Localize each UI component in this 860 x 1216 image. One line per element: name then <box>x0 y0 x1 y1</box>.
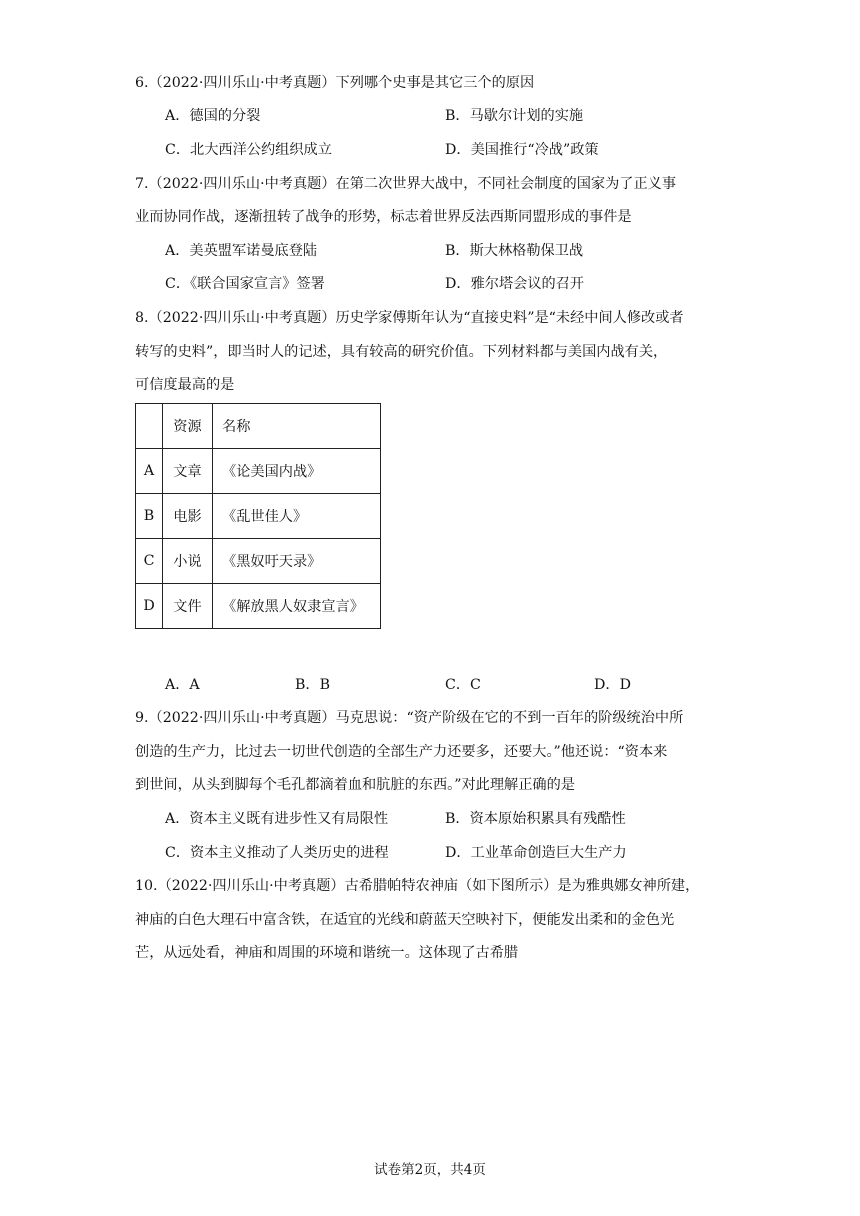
q7-option-c: C．《联合国家宣言》签署 <box>165 276 325 292</box>
table-row <box>136 494 381 539</box>
table-cell: 《乱世佳人》 <box>213 494 381 539</box>
table-cell: B <box>136 494 163 539</box>
q7-option-d: D．雅尔塔会议的召开 <box>445 276 585 292</box>
q8-stem-line1: 8.（2022·四川乐山·中考真题）历史学家傅斯年认为“直接史料”是“未经中间人修改或者 <box>135 310 684 326</box>
page-footer: 试卷第2页，共4页 <box>374 1162 486 1178</box>
q6-option-b: B．马歇尔计划的实施 <box>445 108 584 124</box>
table-header-cell: 资源 <box>163 404 213 449</box>
table-cell: 文件 <box>163 584 213 629</box>
q10-stem-line3: 芒，从远处看，神庙和周围的环境和谐统一。这体现了古希腊 <box>135 945 519 961</box>
q9-stem-line3: 到世间，从头到脚每个毛孔都滴着血和肮脏的东西。”对此理解正确的是 <box>135 777 575 793</box>
table-header-row <box>136 404 381 449</box>
q7-option-a: A．美英盟军诺曼底登陆 <box>165 243 318 259</box>
q8-option-d: D．D <box>594 677 631 693</box>
table-cell: C <box>136 539 163 584</box>
q8-option-a: A．A <box>165 677 200 693</box>
q9-option-c: C．资本主义推动了人类历史的进程 <box>165 845 389 861</box>
table-header-cell <box>136 404 163 449</box>
table-cell: 《解放黑人奴隶宣言》 <box>213 584 381 629</box>
q8-option-c: C．C <box>445 677 481 693</box>
source-table <box>135 403 381 629</box>
q8-stem-line3: 可信度最高的是 <box>135 377 235 393</box>
q9-stem-line2: 创造的生产力，比过去一切世代创造的全部生产力还要多，还要大。”他还说：“资本来 <box>135 744 668 760</box>
table-cell: A <box>136 449 163 494</box>
q6-stem: 6.（2022·四川乐山·中考真题）下列哪个史事是其它三个的原因 <box>135 75 535 91</box>
q6-option-c: C．北大西洋公约组织成立 <box>165 142 332 158</box>
q7-option-b: B．斯大林格勒保卫战 <box>445 243 584 259</box>
table-cell: D <box>136 584 163 629</box>
q8-option-b: B．B <box>295 677 331 693</box>
table-row <box>136 584 381 629</box>
q8-stem-line2: 转写的史料”，即当时人的记述，具有较高的研究价值。下列材料都与美国内战有关， <box>135 344 668 360</box>
q9-option-d: D．工业革命创造巨大生产力 <box>445 845 627 861</box>
q10-stem-line1: 10.（2022·四川乐山·中考真题）古希腊帕特农神庙（如下图所示）是为雅典娜女神所建， <box>135 878 700 894</box>
table-row <box>136 539 381 584</box>
q9-option-b: B．资本原始积累具有残酷性 <box>445 811 626 827</box>
q9-stem-line1: 9.（2022·四川乐山·中考真题）马克思说：“资产阶级在它的不到一百年的阶级统治中所 <box>135 710 684 726</box>
q7-stem-line2: 业而协同作战，逐渐扭转了战争的形势，标志着世界反法西斯同盟形成的事件是 <box>135 209 632 225</box>
table-cell: 《论美国内战》 <box>213 449 381 494</box>
table-row <box>136 449 381 494</box>
q7-stem-line1: 7.（2022·四川乐山·中考真题）在第二次世界大战中，不同社会制度的国家为了正义事 <box>135 176 677 192</box>
q9-option-a: A．资本主义既有进步性又有局限性 <box>165 811 389 827</box>
table-cell: 《黑奴吁天录》 <box>213 539 381 584</box>
table-header-cell: 名称 <box>213 404 381 449</box>
table-cell: 小说 <box>163 539 213 584</box>
q6-option-a: A．德国的分裂 <box>165 108 261 124</box>
q10-stem-line2: 神庙的白色大理石中富含铁，在适宜的光线和蔚蓝天空映衬下，便能发出柔和的金色光 <box>135 912 675 928</box>
q6-option-d: D．美国推行“冷战”政策 <box>445 142 599 158</box>
table-cell: 文章 <box>163 449 213 494</box>
table-cell: 电影 <box>163 494 213 539</box>
